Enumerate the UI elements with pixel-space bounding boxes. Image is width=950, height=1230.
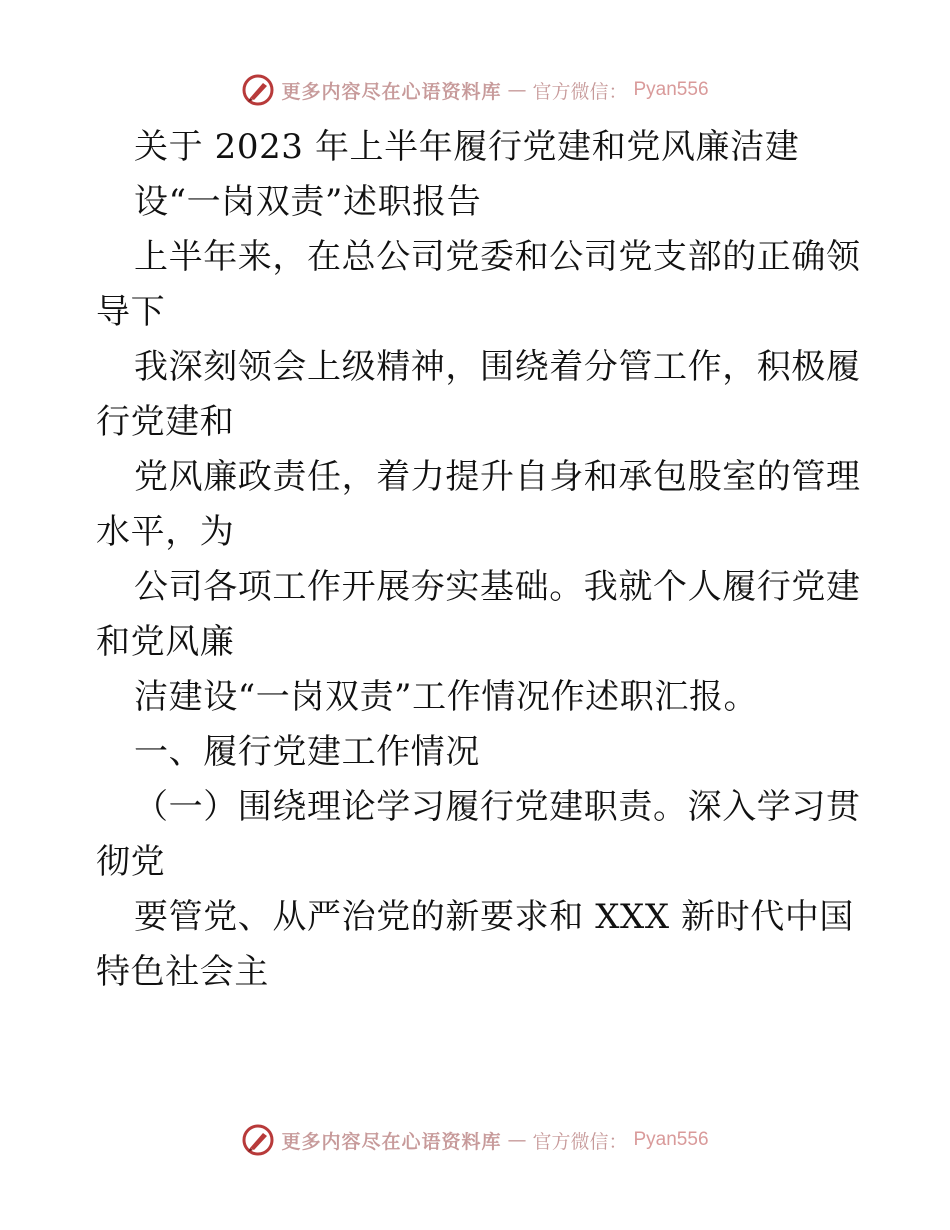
paragraph-line: 行党建和 xyxy=(96,402,235,442)
section-heading: 一、履行党建工作情况 xyxy=(134,732,480,772)
paragraph-line: 和党风廉 xyxy=(96,622,235,662)
paragraph-line: 彻党 xyxy=(96,842,166,882)
pen-logo-icon xyxy=(241,73,275,107)
pen-logo-icon xyxy=(241,1123,275,1157)
watermark-brand: 更多内容尽在心语资料库 xyxy=(281,80,502,103)
paragraph-line: 公司各项工作开展夯实基础。我就个人履行党建 xyxy=(134,567,861,607)
paragraph-line: 水平，为 xyxy=(96,512,235,552)
paragraph-line: 要管党、从严治党的新要求和 XXX 新时代中国 xyxy=(134,897,855,937)
paragraph-line: 导下 xyxy=(96,292,166,332)
header-watermark xyxy=(0,70,950,110)
watermark-wechat-id: Pyan556 xyxy=(633,79,709,100)
subsection-line: （一）围绕理论学习履行党建职责。深入学习贯 xyxy=(134,787,861,827)
watermark-brand: 更多内容尽在心语资料库 xyxy=(281,1130,502,1153)
paragraph-line: 我深刻领会上级精神，围绕着分管工作，积极履 xyxy=(134,347,861,387)
paragraph-line: 洁建设“一岗双责”工作情况作述职汇报。 xyxy=(134,677,759,717)
paragraph-line: 党风廉政责任，着力提升自身和承包股室的管理 xyxy=(134,457,861,497)
paragraph-line: 特色社会主 xyxy=(96,952,269,992)
title-line-1: 关于 2023 年上半年履行党建和党风廉洁建 xyxy=(134,127,800,167)
title-line-2: 设“一岗双责”述职报告 xyxy=(134,182,482,222)
paragraph-line: 上半年来，在总公司党委和公司党支部的正确领 xyxy=(134,237,861,277)
footer-watermark xyxy=(0,1120,950,1160)
document-body xyxy=(96,120,861,1000)
watermark-label: 官方微信： xyxy=(532,1130,628,1153)
watermark-dash: — xyxy=(507,79,527,101)
watermark-label: 官方微信： xyxy=(532,80,628,103)
watermark-wechat-id: Pyan556 xyxy=(633,1129,709,1150)
watermark-dash: — xyxy=(507,1129,527,1151)
